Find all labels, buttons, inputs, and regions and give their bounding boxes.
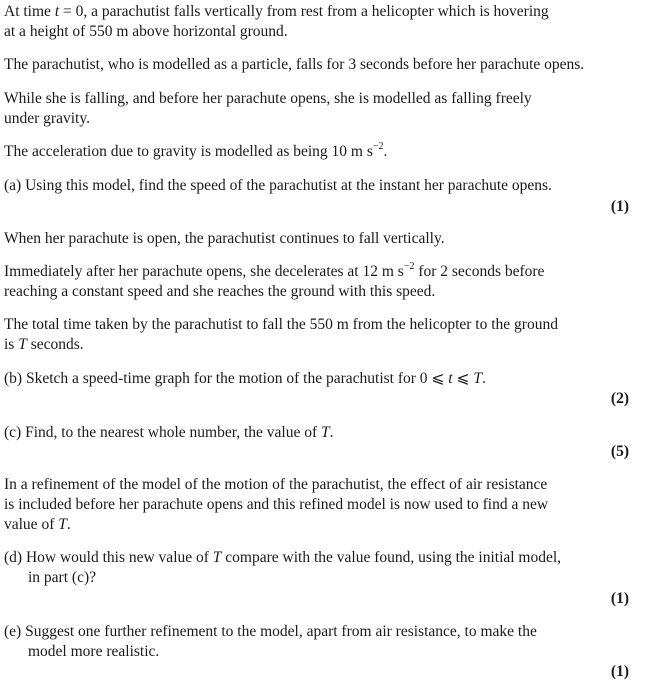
gravity-end: . (383, 143, 388, 160)
paragraph-free-fall (4, 89, 644, 129)
part-a-text: Using this model, find the speed of the parachutist at the instant her parachute opens. (25, 177, 552, 194)
part-e-text-1: Suggest one further refinement to the model, apart from air resistance, to make the (25, 623, 537, 640)
intro-text-1b: = 0, a parachutist falls vertically from rest from a helicopter which is hovering (59, 3, 549, 20)
part-e-label: (e) (4, 623, 22, 640)
part-b-end: . (481, 370, 486, 387)
free-fall-text-2: under gravity. (4, 110, 90, 127)
question-part-e (4, 622, 644, 662)
paragraph-refinement (4, 475, 644, 535)
part-c-label: (c) (4, 424, 22, 441)
intro-t-var: t (54, 3, 60, 20)
question-part-c (4, 423, 644, 443)
question-part-a (4, 176, 644, 196)
part-b-label: (b) (4, 370, 23, 387)
part-e-text-2: model more realistic. (28, 643, 160, 660)
free-fall-text-1: While she is falling, and before her parachute opens, she is modelled as falling freely (4, 90, 532, 107)
part-a-marks: (1) (610, 198, 629, 215)
part-c-marks: (5) (610, 443, 629, 460)
total-time-text-1: The total time taken by the parachutist to fall the 550 m from the helicopter to the ground (4, 316, 558, 333)
decel-text-1b: for 2 seconds before (414, 263, 545, 280)
decel-text-1a: Immediately after her parachute opens, she decelerates at 12 m s (4, 263, 404, 280)
paragraph-deceleration (4, 262, 644, 302)
paragraph-parachute-open: When her parachute is open, the parachutist continues to fall vertically. (4, 230, 445, 247)
gravity-text: The acceleration due to gravity is modelled as being 10 m s (4, 143, 373, 160)
part-d-T-var: T (212, 549, 222, 566)
part-b-mid: ⩽ (452, 370, 474, 387)
part-c-T-var: T (321, 424, 330, 441)
paragraph-total-time (4, 315, 644, 355)
part-a-label: (a) (4, 177, 22, 194)
intro-text-2: at a height of 550 m above horizontal ground. (4, 23, 288, 40)
part-e-marks: (1) (610, 663, 629, 680)
total-time-text-2a: is (4, 336, 19, 353)
paragraph-gravity (4, 142, 644, 162)
total-time-text-2b: seconds. (26, 336, 84, 353)
question-part-b (4, 369, 644, 389)
refinement-text-3b: . (66, 516, 71, 533)
refinement-text-1: In a refinement of the model of the motion of the parachutist, the effect of air resistance (4, 476, 548, 493)
part-b-T-var: T (473, 370, 482, 387)
refinement-T-var: T (58, 516, 67, 533)
refinement-text-3a: value of (4, 516, 59, 533)
refinement-text-2: is included before her parachute opens and this refined model is now used to find a new (4, 496, 549, 513)
question-part-d (4, 548, 644, 588)
part-b-t-var: t (448, 370, 453, 387)
part-d-text-1a: How would this new value of (25, 549, 213, 566)
part-b-text: Sketch a speed-time graph for the motion of the parachutist for 0 ⩽ (25, 370, 449, 387)
part-c-end: . (329, 424, 334, 441)
part-d-marks: (1) (610, 590, 629, 607)
gravity-exponent: −2 (372, 140, 384, 152)
part-b-marks: (2) (610, 390, 629, 407)
part-d-label: (d) (4, 549, 23, 566)
part-c-text: Find, to the nearest whole number, the value of (25, 424, 322, 441)
part-d-text-2: in part (c)? (28, 569, 96, 586)
paragraph-fall-time: The parachutist, who is modelled as a particle, falls for 3 seconds before her parachute opens. (4, 56, 585, 73)
part-d-text-1b: compare with the value found, using the initial model, (221, 549, 562, 566)
intro-paragraph (4, 2, 644, 42)
decel-exponent: −2 (403, 260, 415, 272)
intro-text-1: At time (4, 3, 55, 20)
total-time-T-var: T (18, 336, 27, 353)
decel-text-2: reaching a constant speed and she reaches the ground with this speed. (4, 283, 436, 300)
